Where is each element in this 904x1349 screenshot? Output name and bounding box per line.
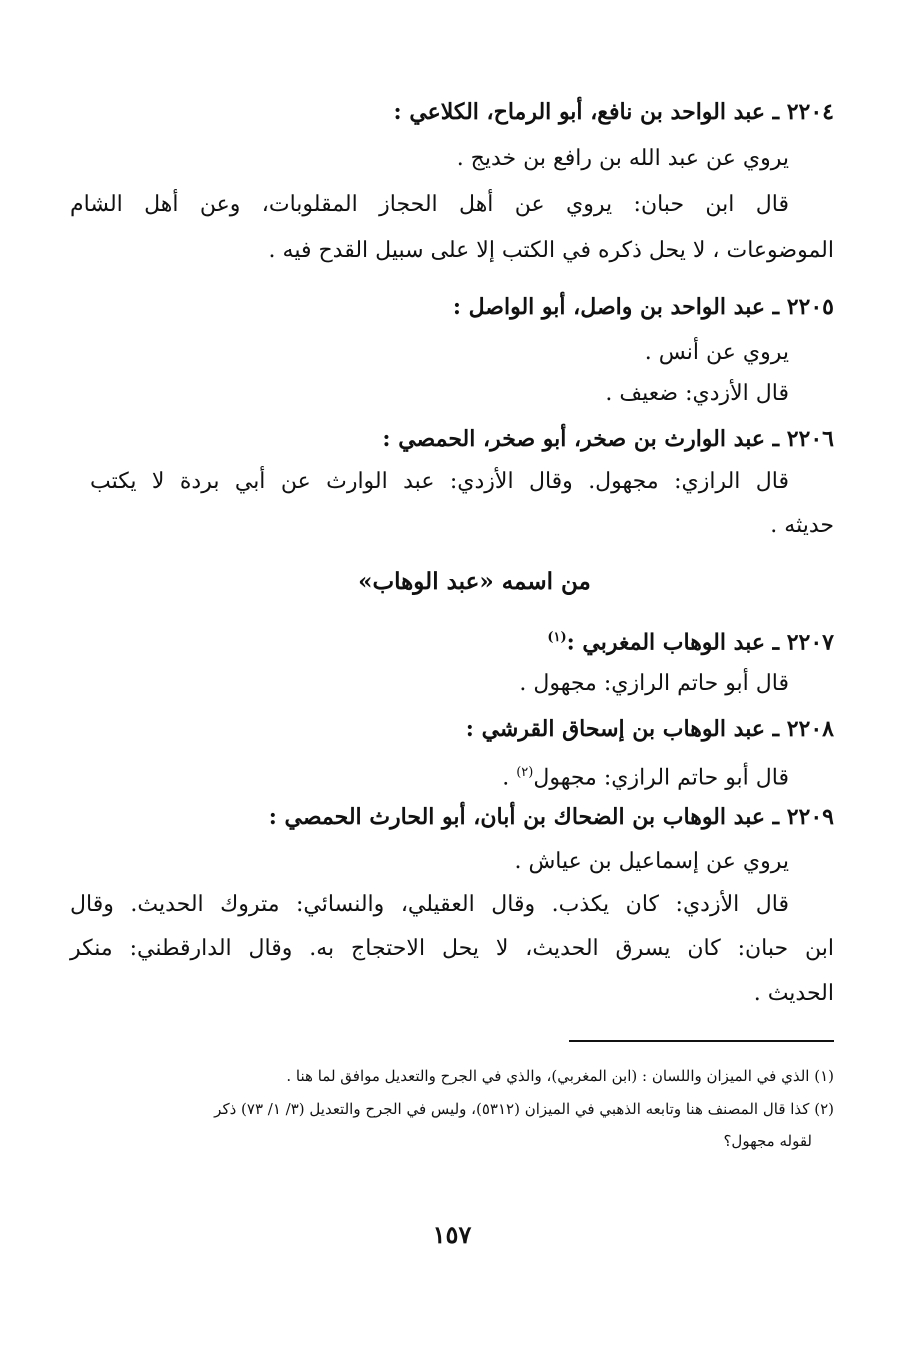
page-number: ١٥٧ — [432, 1220, 472, 1249]
entry-2205-line-2: قال الأزدي: ضعيف . — [605, 381, 789, 406]
footnote-1: (١) الذي في الميزان واللسان : (ابن المغربي)، والذي في الجرح والتعديل موافق لما هنا . — [286, 1067, 834, 1085]
entry-2204-line-1: يروي عن عبد الله بن رافع بن خديج . — [456, 146, 789, 171]
entry-2208-heading: ٢٢٠٨ ـ عبد الوهاب بن إسحاق القرشي : — [465, 716, 834, 742]
entry-2205-line-1: يروي عن أنس . — [644, 340, 789, 365]
footnote-divider — [569, 1040, 834, 1042]
entry-2206-heading: ٢٢٠٦ ـ عبد الوارث بن صخر، أبو صخر، الحمصي : — [382, 426, 834, 452]
entry-2208-line-1-end: . — [502, 765, 517, 791]
entry-2209-heading: ٢٢٠٩ ـ عبد الوهاب بن الضحاك بن أبان، أبو الحارث الحمصي : — [268, 804, 834, 830]
entry-2204-line-3: الموضوعات ، لا يحل ذكره في الكتب إلا على سبيل القدح فيه . — [268, 238, 834, 263]
entry-2208-line-1 — [115, 757, 789, 794]
entry-2205-heading: ٢٢٠٥ ـ عبد الواحد بن واصل، أبو الواصل : — [452, 294, 834, 320]
entry-2207-line-1: قال أبو حاتم الرازي: مجهول . — [519, 671, 789, 696]
entry-2209-line-3: ابن حبان: كان يسرق الحديث، لا يحل الاحتجاج به. وقال الدارقطني: منكر — [70, 936, 834, 961]
footnote-ref-2: (٢) — [516, 765, 534, 780]
entry-2204-heading: ٢٢٠٤ ـ عبد الواحد بن نافع، أبو الرماح، الكلاعي : — [393, 99, 834, 125]
entry-2206-line-1: قال الرازي: مجهول. وقال الأزدي: عبد الوارث عن أبي بردة لا يكتب — [90, 469, 789, 494]
entry-2209-line-4: الحديث . — [753, 981, 834, 1006]
entry-2208-line-1-text: قال أبو حاتم الرازي: مجهول — [533, 765, 789, 791]
section-title: من اسمه «عبد الوهاب» — [358, 568, 591, 595]
entry-2209-line-2: قال الأزدي: كان يكذب. وقال العقيلي، والنسائي: متروك الحديث. وقال — [70, 892, 789, 917]
footnote-ref-1: (١) — [547, 630, 567, 645]
entry-2204-line-2: قال ابن حبان: يروي عن أهل الحجاز المقلوبات، وعن أهل الشام — [70, 192, 789, 217]
entry-2207-heading-text: ٢٢٠٧ ـ عبد الوهاب المغربي : — [566, 629, 834, 656]
footnote-2-line-1: (٢) كذا قال المصنف هنا وتابعه الذهبي في الميزان (٥٣١٢)، وليس في الجرح والتعديل (٣/ ١/ ٧٣) ذكر — [214, 1100, 834, 1118]
entry-2209-line-1: يروي عن إسماعيل بن عياش . — [514, 849, 789, 874]
entry-2207-heading — [115, 622, 834, 658]
entry-2206-line-2: حديثه . — [770, 513, 834, 538]
footnote-2-line-2: لقوله مجهول؟ — [723, 1132, 812, 1150]
